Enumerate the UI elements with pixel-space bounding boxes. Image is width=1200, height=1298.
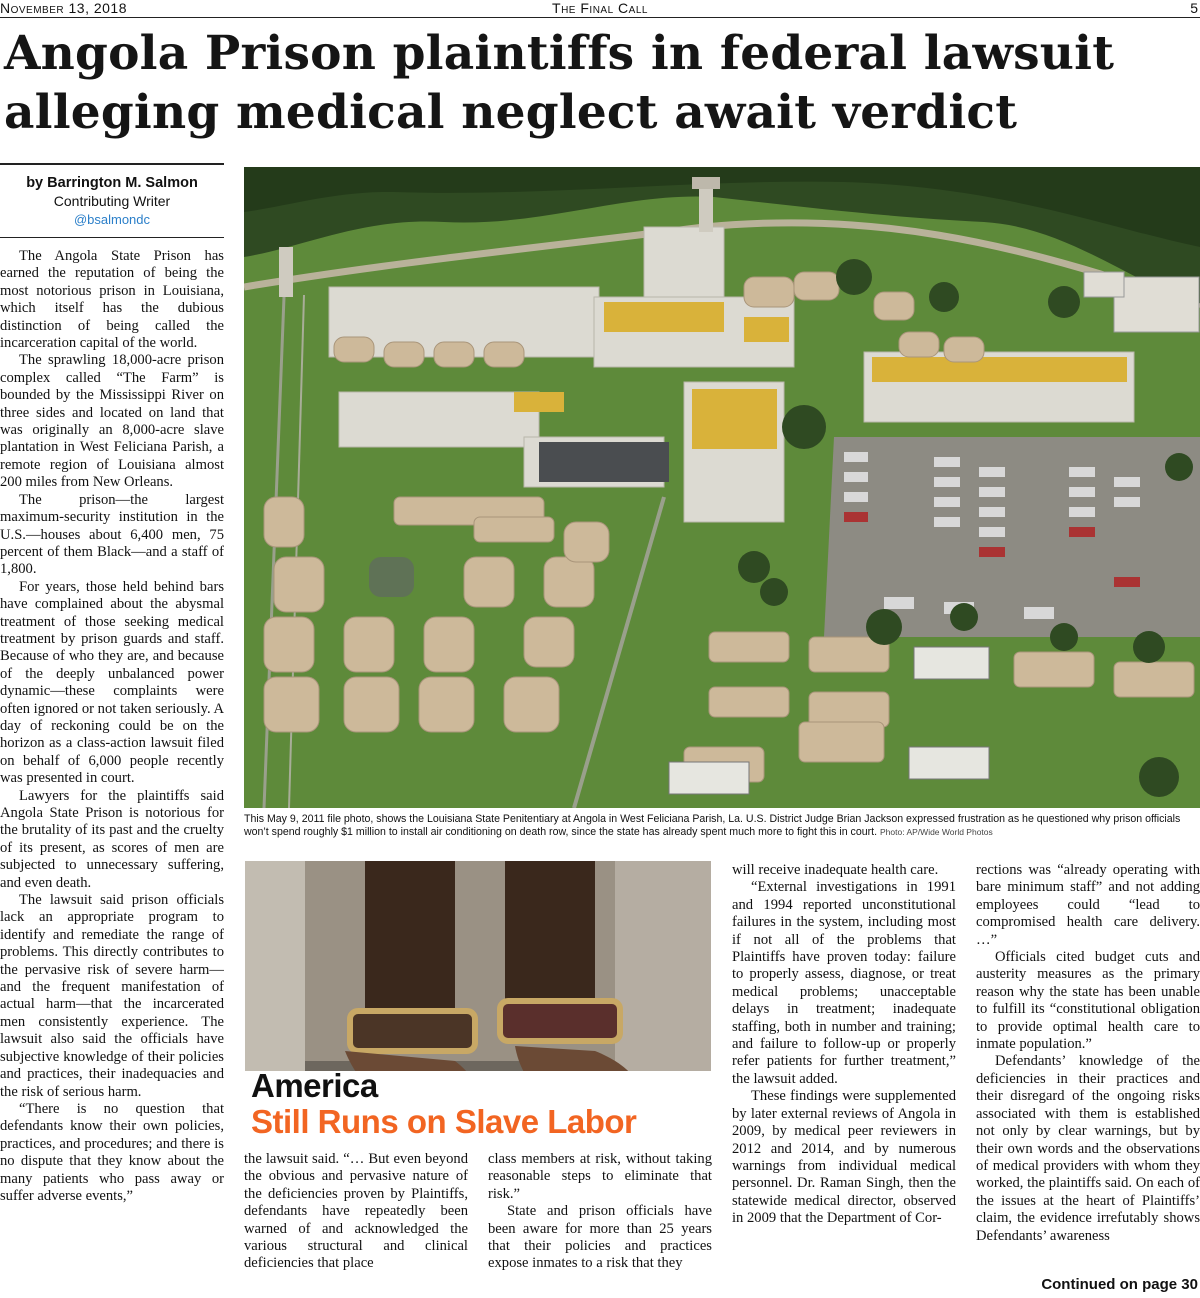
paragraph: These findings were supplemented by later external reviews of Angola in 2009, by medical peer reviewers in 2012 and 2014, and by numerous warnings from individual medical personnel. Dr. Raman Singh, then the statewide medical director, observed in 2009 that the Department of Cor- bbox=[732, 1088, 956, 1227]
inset-title-line-1: America bbox=[251, 1067, 378, 1104]
byline-role: Contributing Writer bbox=[53, 193, 171, 209]
article-column-1 bbox=[0, 248, 224, 1296]
byline-rule bbox=[0, 163, 224, 165]
page-number: 5 bbox=[1190, 0, 1198, 16]
paragraph: The sprawling 18,000-acre prison complex called “The Farm” is bounded by the Mississippi River on three sides and located on land that was originally an 8,000-acre slave plantation in West Feliciana Parish, a remote region of Louisiana almost 200 miles from New Orleans. bbox=[0, 352, 224, 491]
issue-date: November 13, 2018 bbox=[0, 0, 128, 16]
paragraph: Officials cited budget cuts and austerity measures as the primary reason why the state has been unable to fulfill its “constitutional obligation to provide optimal health care to inmate population.” bbox=[976, 949, 1200, 1053]
paragraph: The lawsuit said prison officials lack an appropriate program to identify and remediate the range of problems. This directly contributes to the pervasive risk of severe harm—and the frequent manifestation of actual harm—that the incarcerated men consistently experience. The lawsuit also said the officials have subjective knowledge of their policies and practices, their inadequacies and the risk of serious harm. bbox=[0, 892, 224, 1100]
article-column-2 bbox=[244, 1151, 468, 1291]
paragraph: will receive inadequate health care. bbox=[732, 862, 939, 878]
paragraph: the lawsuit said. “… But even beyond the obvious and pervasive nature of the deficiencies proven by Plaintiffs, defendants have repeatedly been warned of and acknowledged the various structural and clinical deficiencies that place bbox=[244, 1151, 468, 1272]
inset-title-line-2: Still Runs on Slave Labor bbox=[251, 1103, 637, 1140]
paragraph: For years, those held behind bars have complained about the abysmal treatment of those seeking medical treatment by prison guards and staff. Because of who they are, and because of the deeply unbalanced power dynamic—these complaints were often ignored or not taken seriously. A day of reckoning could be on the horizon as a class-action lawsuit filed on behalf of 6,000 people recently was presented in court. bbox=[0, 578, 224, 787]
paragraph: The prison—the largest maximum-security institution in the U.S.—houses about 6,400 men, 75 percent of them Black—and a staff of 1,800. bbox=[0, 491, 224, 578]
photo-caption bbox=[244, 813, 1200, 843]
running-header bbox=[0, 0, 1200, 18]
photo-caption-text: This May 9, 2011 file photo, shows the Louisiana State Penitentiary at Angola in West Feliciana Parish, La. U.S. District Judge Brian Jackson expressed frustration as he questioned why prison officials won’t spend roughly $1 million to install air conditioning on death row, since the state has already spent much more to fight this in court. bbox=[244, 813, 1181, 838]
inset-shackles-photo bbox=[245, 861, 711, 1146]
byline bbox=[0, 174, 224, 229]
headline bbox=[4, 24, 1198, 142]
headline-line-2: alleging medical neglect await verdict bbox=[4, 85, 1018, 140]
byline-rule-bottom bbox=[0, 237, 224, 238]
byline-handle: @bsalmondc bbox=[73, 212, 151, 227]
paragraph: The Angola State Prison has earned the reputation of being the most notorious prison in Louisiana, which itself has the dubious distinction of being called the incarceration capital of the world. bbox=[0, 248, 224, 352]
paragraph: “There is no question that defendants know their own policies, practices, and procedures; and there is no dispute that they know about the many patients who pass away or suffer adverse events,” bbox=[0, 1100, 224, 1204]
article-column-3 bbox=[488, 1151, 712, 1291]
paragraph: “External investigations in 1991 and 1994 reported unconstitutional failures in the system, including most if not all of the problems that Plaintiffs have proven today: failure to properly assess, diagnose, or treat medical problems; unacceptable delays in treatment; inadequate staffing, both in number and training; and failure to follow-up or properly refer patients for further treatment,” the lawsuit added. bbox=[732, 879, 956, 1087]
paragraph: Defendants’ knowledge of the deficiencies in their practices and their disregard of the ongoing risks associated with them is established not only by clear warnings, but by their own words and the observations of medical providers with whom they worked, the plaintiffs said. On each of the issues at the heart of Plaintiffs’ claim, the evidence irrefutably shows Defendants’ awareness bbox=[976, 1053, 1200, 1244]
headline-line-1: Angola Prison plaintiffs in federal lawsuit bbox=[4, 26, 1115, 81]
prison-aerial-photo bbox=[244, 167, 1200, 808]
paragraph: Lawyers for the plaintiffs said Angola State Prison is notorious for the brutality of its past and the cruelty of its present, as scores of men are subjected to unnecessary suffering, and even death. bbox=[0, 787, 224, 891]
prison-aerial-illustration bbox=[244, 167, 1200, 808]
continued-on-link[interactable]: Continued on page 30 bbox=[1041, 1276, 1198, 1293]
paragraph: State and prison officials have been aware for more than 25 years that their policies and practices expose inmates to a risk that they bbox=[488, 1203, 712, 1272]
publication-name: The Final Call bbox=[552, 0, 648, 16]
article-column-5 bbox=[976, 862, 1200, 1272]
byline-author: by Barrington M. Salmon bbox=[26, 175, 198, 191]
paragraph: rections was “already operating with bare minimum staff” and not adding employees could “lead to compromised health care delivery. …” bbox=[976, 862, 1200, 948]
paragraph: class members at risk, without taking reasonable steps to eliminate that risk.” bbox=[488, 1151, 712, 1202]
photo-credit: Photo: AP/Wide World Photos bbox=[880, 827, 993, 837]
article-column-4 bbox=[732, 862, 956, 1292]
